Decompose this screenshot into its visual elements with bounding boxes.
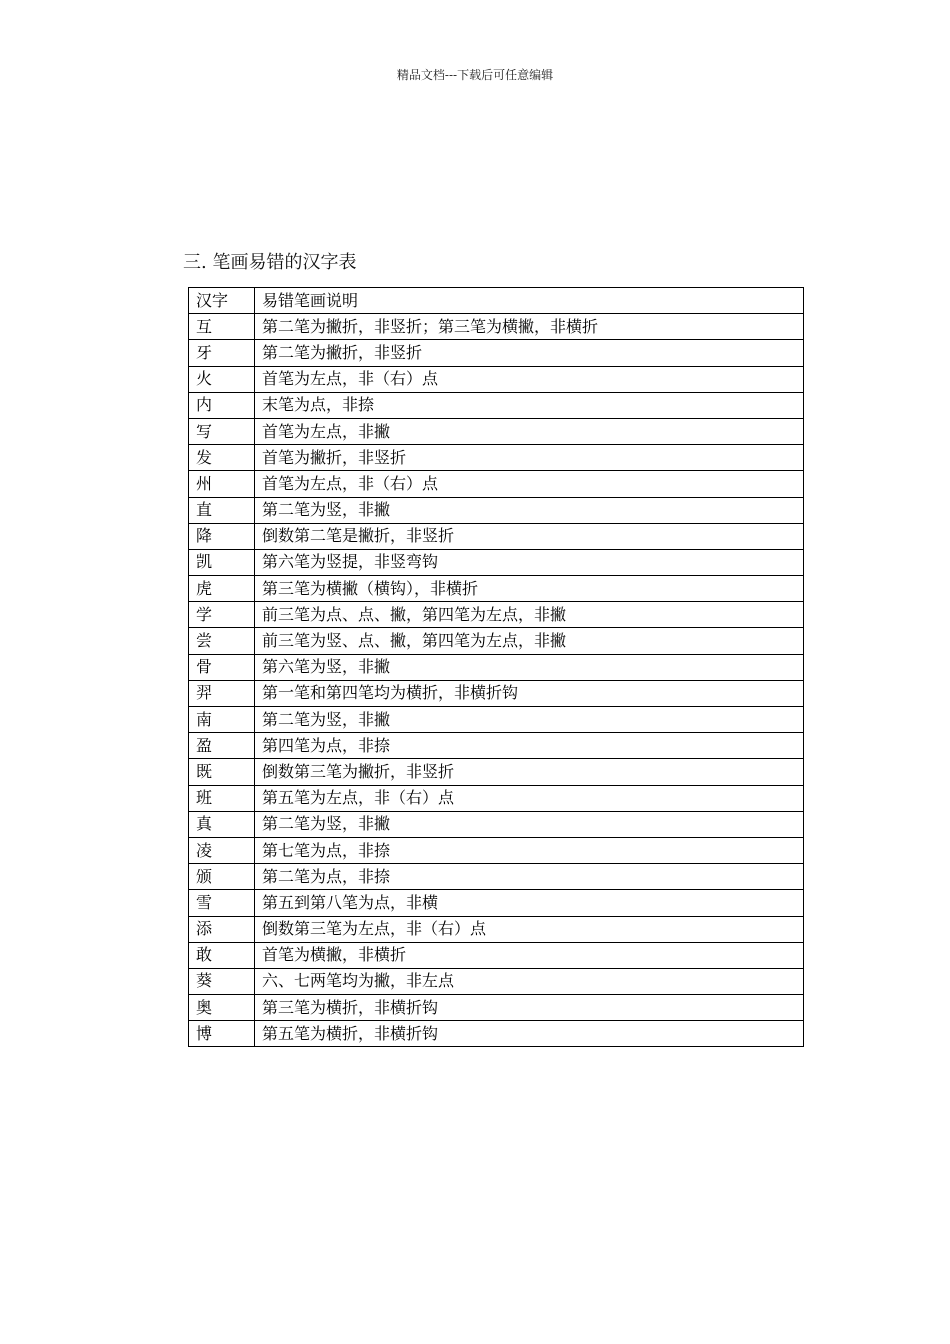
description-cell: 第七笔为点，非捺 — [255, 837, 804, 863]
table-row — [189, 549, 804, 575]
table-row — [189, 392, 804, 418]
character-cell: 尝 — [189, 628, 255, 654]
table-row — [189, 759, 804, 785]
character-cell: 羿 — [189, 680, 255, 706]
table-row — [189, 654, 804, 680]
table-row — [189, 785, 804, 811]
description-cell: 六、七两笔均为撇，非左点 — [255, 968, 804, 994]
character-cell: 学 — [189, 602, 255, 628]
character-cell: 葵 — [189, 968, 255, 994]
character-cell: 州 — [189, 471, 255, 497]
description-cell: 倒数第三笔为撇折，非竖折 — [255, 759, 804, 785]
character-cell: 凌 — [189, 837, 255, 863]
character-cell: 互 — [189, 314, 255, 340]
description-cell: 第二笔为竖，非撇 — [255, 707, 804, 733]
table-row — [189, 445, 804, 471]
character-cell: 真 — [189, 811, 255, 837]
description-cell: 第二笔为竖，非撇 — [255, 497, 804, 523]
table-header-row — [189, 288, 804, 314]
description-cell: 第五笔为左点，非（右）点 — [255, 785, 804, 811]
description-cell: 倒数第二笔是撇折，非竖折 — [255, 523, 804, 549]
table-row — [189, 837, 804, 863]
description-cell: 第六笔为竖，非撇 — [255, 654, 804, 680]
description-cell: 第二笔为撇折，非竖折；第三笔为横撇，非横折 — [255, 314, 804, 340]
table-row — [189, 576, 804, 602]
description-cell: 第六笔为竖提，非竖弯钩 — [255, 549, 804, 575]
character-cell: 写 — [189, 418, 255, 444]
table-row — [189, 968, 804, 994]
table-row — [189, 1021, 804, 1047]
character-cell: 虎 — [189, 576, 255, 602]
table-row — [189, 916, 804, 942]
table-row — [189, 707, 804, 733]
page-header-note: 精品文档---下载后可任意编辑 — [396, 68, 554, 82]
character-cell: 发 — [189, 445, 255, 471]
table-row — [189, 890, 804, 916]
description-cell: 首笔为左点，非（右）点 — [255, 471, 804, 497]
character-cell: 降 — [189, 523, 255, 549]
character-cell: 内 — [189, 392, 255, 418]
table-row — [189, 471, 804, 497]
description-cell: 首笔为左点，非（右）点 — [255, 366, 804, 392]
table-row — [189, 628, 804, 654]
description-cell: 第五笔为横折，非横折钩 — [255, 1021, 804, 1047]
description-cell: 第二笔为竖，非撇 — [255, 811, 804, 837]
description-cell: 第一笔和第四笔均为横折，非横折钩 — [255, 680, 804, 706]
character-cell: 添 — [189, 916, 255, 942]
table-row — [189, 733, 804, 759]
column-header-description: 易错笔画说明 — [255, 288, 804, 314]
table-row — [189, 811, 804, 837]
table-row — [189, 995, 804, 1021]
description-cell: 末笔为点，非捺 — [255, 392, 804, 418]
table-row — [189, 497, 804, 523]
description-cell: 第二笔为撇折，非竖折 — [255, 340, 804, 366]
character-cell: 博 — [189, 1021, 255, 1047]
description-cell: 首笔为撇折，非竖折 — [255, 445, 804, 471]
table-row — [189, 864, 804, 890]
column-header-character: 汉字 — [189, 288, 255, 314]
description-cell: 第三笔为横撇（横钩），非横折 — [255, 576, 804, 602]
stroke-error-table — [188, 287, 804, 1047]
table-row — [189, 340, 804, 366]
description-cell: 第三笔为横折，非横折钩 — [255, 995, 804, 1021]
table-row — [189, 366, 804, 392]
table-row — [189, 523, 804, 549]
character-cell: 火 — [189, 366, 255, 392]
character-cell: 班 — [189, 785, 255, 811]
section-title: 三. 笔画易错的汉字表 — [183, 252, 357, 273]
character-cell: 骨 — [189, 654, 255, 680]
character-cell: 雪 — [189, 890, 255, 916]
table-row — [189, 602, 804, 628]
character-cell: 凯 — [189, 549, 255, 575]
character-cell: 牙 — [189, 340, 255, 366]
description-cell: 第五到第八笔为点，非横 — [255, 890, 804, 916]
character-cell: 盈 — [189, 733, 255, 759]
table-row — [189, 680, 804, 706]
character-cell: 奥 — [189, 995, 255, 1021]
description-cell: 首笔为左点，非撇 — [255, 418, 804, 444]
character-cell: 南 — [189, 707, 255, 733]
character-cell: 敢 — [189, 942, 255, 968]
character-cell: 颁 — [189, 864, 255, 890]
description-cell: 第二笔为点，非捺 — [255, 864, 804, 890]
table-row — [189, 418, 804, 444]
description-cell: 倒数第三笔为左点，非（右）点 — [255, 916, 804, 942]
character-cell: 既 — [189, 759, 255, 785]
character-cell: 直 — [189, 497, 255, 523]
description-cell: 首笔为横撇，非横折 — [255, 942, 804, 968]
table-row — [189, 314, 804, 340]
description-cell: 前三笔为点、点、撇，第四笔为左点，非撇 — [255, 602, 804, 628]
description-cell: 第四笔为点，非捺 — [255, 733, 804, 759]
description-cell: 前三笔为竖、点、撇，第四笔为左点，非撇 — [255, 628, 804, 654]
table-row — [189, 942, 804, 968]
